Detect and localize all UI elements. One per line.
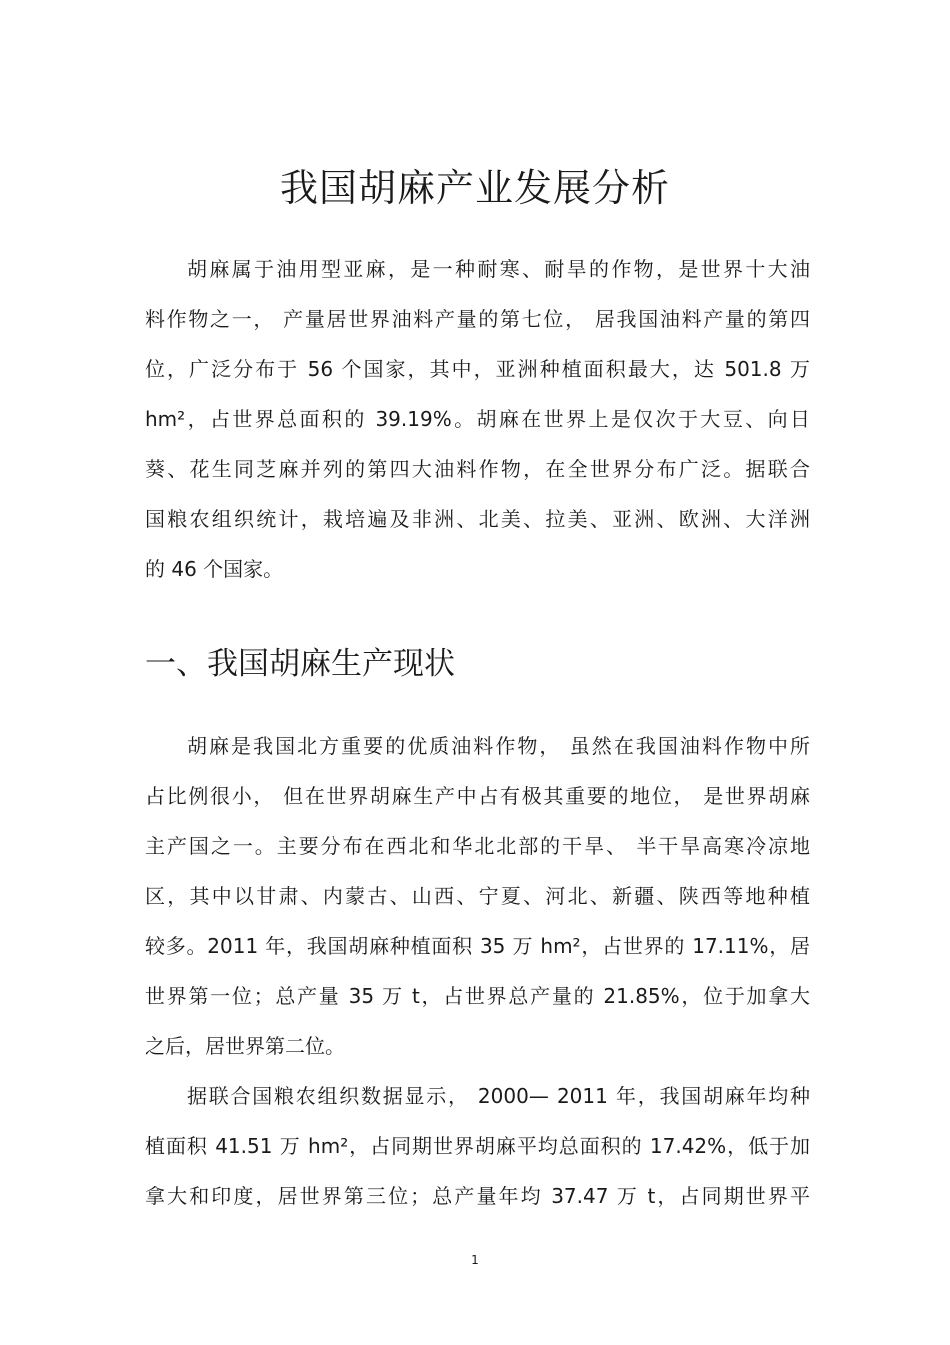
text-line: 拿大和印度，居世界第三位；总产量年均 37.47 万 t，占同期世界平 <box>145 1184 810 1208</box>
text-line: 之后，居世界第二位。 <box>145 1034 345 1058</box>
text-line: 据联合国粮农组织数据显示， 2000— 2011 年，我国胡麻年均种 <box>187 1084 810 1108</box>
text-line: 主产国之一。主要分布在西北和华北北部的干旱、 半干旱高寒冷凉地 <box>145 834 810 858</box>
text-line: 胡麻是我国北方重要的优质油料作物， 虽然在我国油料作物中所 <box>187 734 810 758</box>
page-number: 1 <box>471 1253 479 1267</box>
text-line: 位，广泛分布于 56 个国家，其中，亚洲种植面积最大，达 501.8 万 <box>145 357 810 381</box>
text-line: 葵、花生同芝麻并列的第四大油料作物，在全世界分布广泛。据联合 <box>145 457 810 481</box>
text-line: 国粮农组织统计，栽培遍及非洲、北美、拉美、亚洲、欧洲、大洋洲 <box>145 507 810 531</box>
text-line: 占比例很小， 但在世界胡麻生产中占有极其重要的地位， 是世界胡麻 <box>145 784 810 808</box>
text-line: 料作物之一， 产量居世界油料产量的第七位， 居我国油料产量的第四 <box>145 307 810 331</box>
text-line: hm²，占世界总面积的 39.19%。胡麻在世界上是仅次于大豆、向日 <box>145 407 810 431</box>
text-line: 胡麻属于油用型亚麻，是一种耐寒、耐旱的作物，是世界十大油 <box>187 257 810 281</box>
text-line: 较多。2011 年，我国胡麻种植面积 35 万 hm²，占世界的 17.11%，居 <box>145 934 810 958</box>
text-line: 植面积 41.51 万 hm²，占同期世界胡麻平均总面积的 17.42%，低于加 <box>145 1134 810 1158</box>
text-line: 区，其中以甘肃、内蒙古、山西、宁夏、河北、新疆、陕西等地种植 <box>145 884 810 908</box>
page-title: 我国胡麻产业发展分析 <box>279 166 670 210</box>
text-line: 世界第一位；总产量 35 万 t，占世界总产量的 21.85%，位于加拿大 <box>145 984 810 1008</box>
text-line: 的 46 个国家。 <box>145 557 284 581</box>
section-heading: 一、我国胡麻生产现状 <box>145 646 455 682</box>
